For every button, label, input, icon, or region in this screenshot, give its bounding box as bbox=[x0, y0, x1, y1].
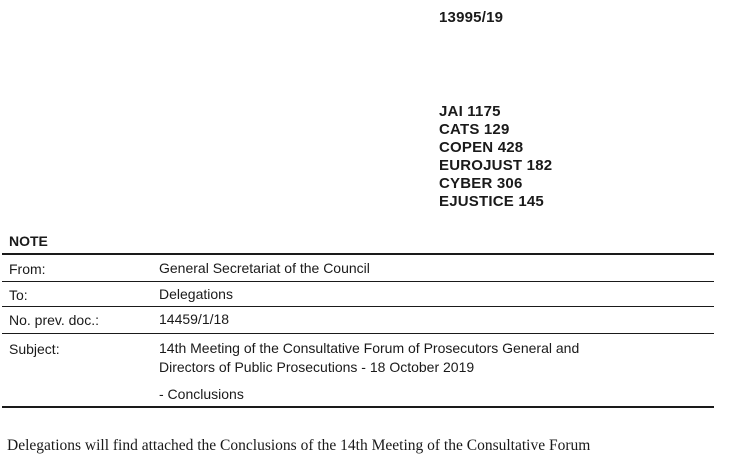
from-value: General Secretariat of the Council bbox=[159, 260, 370, 276]
document-code: JAI 1175 bbox=[439, 103, 501, 120]
subject-line: 14th Meeting of the Consultative Forum of Prosecutors General and bbox=[159, 340, 580, 356]
divider bbox=[2, 281, 714, 282]
divider bbox=[2, 253, 714, 255]
subject-line: - Conclusions bbox=[159, 386, 244, 402]
subject-line: Directors of Public Prosecutions - 18 October 2019 bbox=[159, 359, 475, 375]
from-label: From: bbox=[9, 261, 46, 277]
divider bbox=[2, 306, 714, 307]
prev-doc-label: No. prev. doc.: bbox=[9, 312, 100, 328]
document-code: EJUSTICE 145 bbox=[439, 193, 544, 210]
note-title: NOTE bbox=[9, 233, 48, 249]
document-codes bbox=[439, 103, 552, 211]
prev-doc-value: 14459/1/18 bbox=[159, 311, 230, 327]
document-code: COPEN 428 bbox=[439, 139, 524, 156]
to-label: To: bbox=[9, 287, 28, 303]
to-value: Delegations bbox=[159, 286, 233, 302]
document-code: CATS 129 bbox=[439, 121, 510, 138]
document-code: CYBER 306 bbox=[439, 175, 523, 192]
divider bbox=[2, 333, 714, 334]
divider bbox=[2, 406, 714, 408]
document-number: 13995/19 bbox=[439, 9, 504, 26]
document-code: EUROJUST 182 bbox=[439, 157, 553, 174]
subject-label: Subject: bbox=[9, 341, 60, 357]
body-paragraph: Delegations will find attached the Conclusions of the 14th Meeting of the Consultative Forum bbox=[7, 437, 591, 454]
